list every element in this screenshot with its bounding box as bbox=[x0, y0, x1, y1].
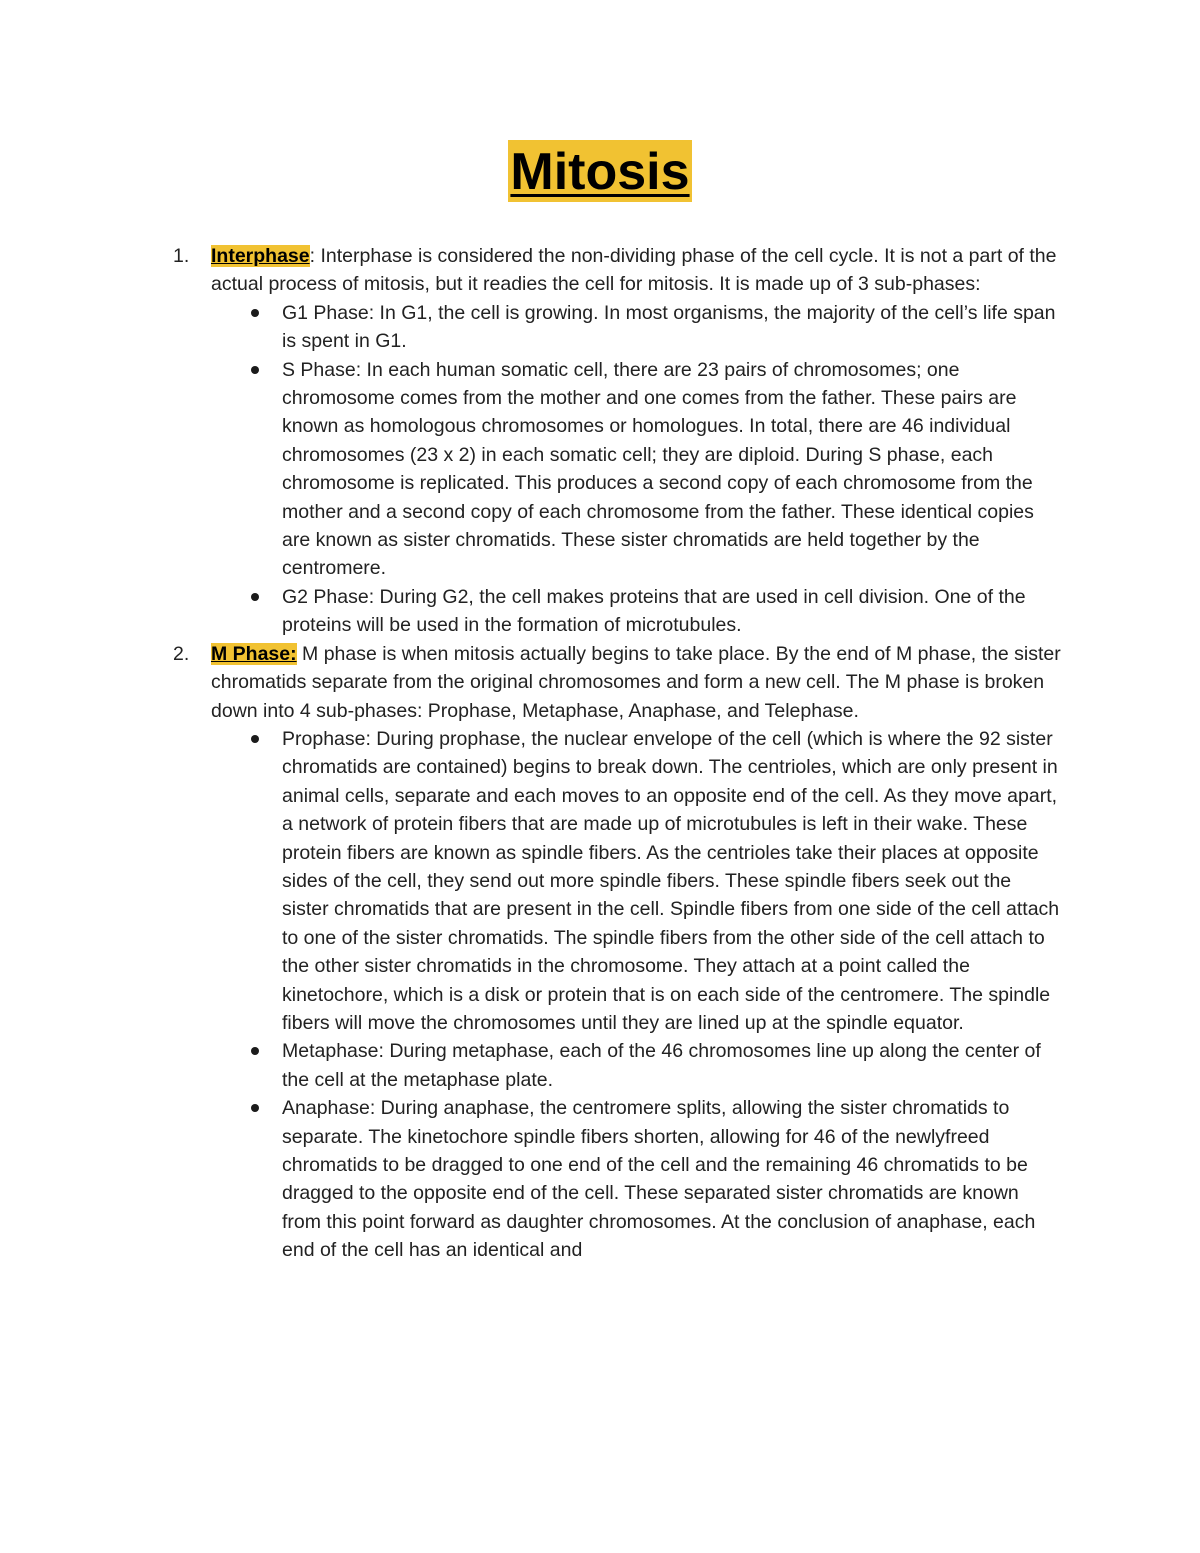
list-item-text: G2 Phase: During G2, the cell makes proteins that are used in cell division. One of the proteins will be used in the formation of microtubules. bbox=[282, 585, 1026, 637]
document-title: Mitosis bbox=[508, 140, 691, 202]
bullet-icon bbox=[251, 366, 259, 374]
list-item-text: Metaphase: During metaphase, each of the 46 chromosomes line up along the center of the cell at the metaphase plate. bbox=[282, 1040, 1041, 1091]
bullet-icon bbox=[251, 1047, 259, 1055]
list-item-text: Prophase: During prophase, the nuclear envelope of the cell (which is where the 92 sister chromatids are contained) begins to break down. The centrioles, which are only present in animal cells, separate and each moves to an opposite end of the cell. As they move apart, a network of protein fibers that are made up of microtubules is left in their wake. These protein fibers are known as spindle fibers. As the centrioles take their places at opposite sides of the cell, they send out more spindle fibers. These spindle fibers seek out the sister chromatids that are present in the cell. Spindle fibers from one side of the cell attach to one of the sister chromatids. The spindle fibers from the other side of the cell attach to the other sister chromatids in the chromosome. They attach at a point called the kinetochore, which is a disk or protein that is on each side of the centromere. The spindle fibers will move the chromosomes until they are lined up at the spindle equator. bbox=[282, 727, 1060, 1034]
list-item-text: Anaphase: During anaphase, the centromere splits, allowing the sister chromatids to separate. The kinetochore spindle fibers shorten, allowing for 46 of the newlyfreed chromatids to be dragged to one end of the cell and the remaining 46 chromatids to be dragged to the opposite end of the cell. These separated sister chromatids are known from this point forward as daughter chromosomes. At the conclusion of anaphase, each end of the cell has an identical and bbox=[282, 1097, 1036, 1262]
subphase-list bbox=[211, 725, 1063, 1265]
section-interphase bbox=[173, 242, 1063, 640]
list-item bbox=[282, 299, 1063, 356]
bullet-icon bbox=[251, 593, 259, 601]
bullet-icon bbox=[251, 309, 259, 317]
section-number: 2. bbox=[173, 642, 190, 665]
list-item bbox=[282, 1094, 1063, 1264]
section-separator: : bbox=[309, 245, 316, 267]
list-item bbox=[282, 1037, 1063, 1094]
section-intro: M phase is when mitosis actually begins to take place. By the end of M phase, the sister chromatids separate from the original chromosomes and form a new cell. The M phase is broken down into 4 sub-phases: Prophase, Metaphase, Anaphase, and Telephase. bbox=[211, 642, 1061, 722]
bullet-icon bbox=[251, 1104, 259, 1112]
section-m-phase bbox=[173, 640, 1063, 1265]
list-item bbox=[282, 356, 1063, 583]
document-body bbox=[173, 242, 1063, 1265]
list-item bbox=[282, 725, 1063, 1037]
list-item-text: G1 Phase: In G1, the cell is growing. In most organisms, the majority of the cell’s life span is spent in G1. bbox=[282, 301, 1056, 353]
title-container bbox=[0, 140, 1200, 202]
list-item-text: S Phase: In each human somatic cell, there are 23 pairs of chromosomes; one chromosome comes from the mother and one comes from the father. These pairs are known as homologous chromosomes or homologues. In total, there are 46 individual chromosomes (23 x 2) in each somatic cell; they are diploid. During S phase, each chromosome is replicated. This produces a second copy of each chromosome from the mother and a second copy of each chromosome from the father. These identical copies are known as sister chromatids. These sister chromatids are held together by the centromere. bbox=[282, 358, 1034, 580]
subphase-list bbox=[211, 299, 1063, 640]
section-number: 1. bbox=[173, 245, 190, 267]
section-intro: Interphase is considered the non-dividing phase of the cell cycle. It is not a part of the actual process of mitosis, but it readies the cell for mitosis. It is made up of 3 sub-phases: bbox=[211, 245, 1057, 296]
bullet-icon bbox=[251, 735, 259, 743]
section-term: M Phase: bbox=[211, 642, 297, 665]
list-item bbox=[282, 583, 1063, 640]
section-term: Interphase bbox=[211, 245, 310, 267]
